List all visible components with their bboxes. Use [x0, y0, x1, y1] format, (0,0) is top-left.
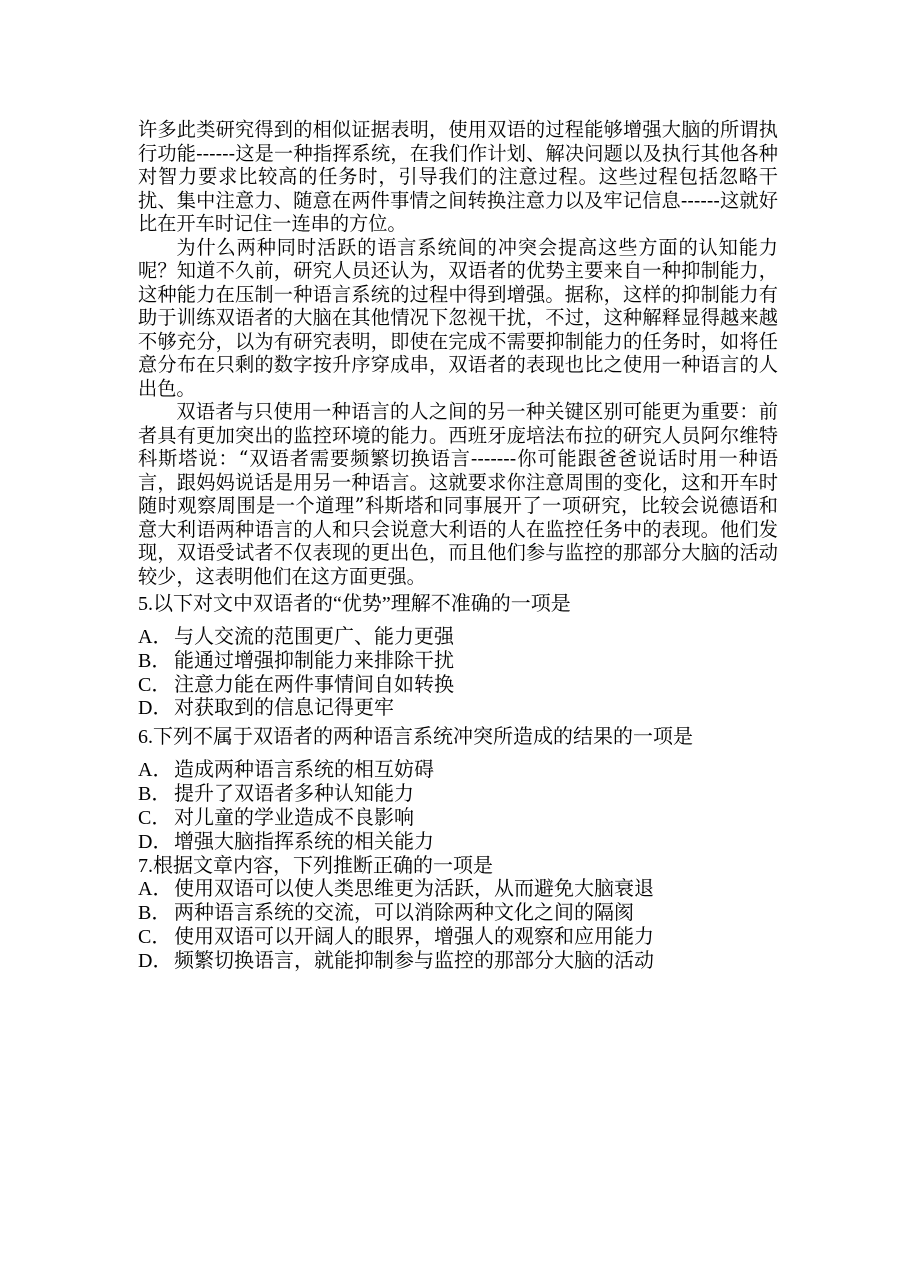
question-7 [138, 854, 778, 973]
option-c[interactable] [138, 926, 778, 950]
option-text: 与人交流的范围更广、能力更强 [174, 626, 454, 648]
passage-paragraph-3: 双语者与只使用一种语言的人之间的另一种关键区别可能更为重要：前者具有更加突出的监控环境的能力。西班牙庞培法布拉的研究人员阿尔维特科斯塔说：“双语者需要频繁切换语言-------你可能跟爸爸说话时用一种语言，跟妈妈说话是用另一种语言。这就要求你注意周围的变化，这和开车时随时观察周围是一个道理”科斯塔和同事展开了一项研究，比较会说德语和意大利语两种语言的人和只会说意大利语的人在监控任务中的表现。他们发现，双语受试者不仅表现的更出色，而且他们参与监控的那部分大脑的活动较少，这表明他们在这方面更强。 [138, 400, 778, 588]
option-c[interactable] [138, 674, 778, 698]
option-a[interactable] [138, 626, 778, 650]
option-b[interactable] [138, 902, 778, 926]
option-a[interactable] [138, 759, 778, 783]
passage-paragraph-2: 为什么两种同时活跃的语言系统间的冲突会提高这些方面的认知能力呢？知道不久前，研究人员还认为，双语者的优势主要来自一种抑制能力，这种能力在压制一种语言系统的过程中得到增强。据称，这样的抑制能力有助于训练双语者的大脑在其他情况下忽视干扰，不过，这种解释显得越来越不够充分，以为有研究表明，即使在完成不需要抑制能力的任务时，如将任意分布在只剩的数字按升序穿成串，双语者的表现也比之使用一种语言的人出色。 [138, 235, 778, 400]
option-text: 能通过增强抑制能力来排除干扰 [174, 649, 454, 672]
option-letter: D． [138, 830, 173, 853]
option-letter: B． [138, 649, 172, 672]
option-letter: C． [138, 925, 172, 948]
option-text: 频繁切换语言，就能抑制参与监控的那部分大脑的活动 [174, 949, 654, 972]
option-c[interactable] [138, 807, 778, 831]
option-d[interactable] [138, 697, 778, 721]
option-letter: A． [138, 878, 173, 901]
question-stem: 7.根据文章内容，下列推断正确的一项是 [138, 855, 493, 878]
question-stem: 6.下列不属于双语者的两种语言系统冲突所造成的结果的一项是 [138, 726, 693, 749]
option-a[interactable] [138, 878, 778, 902]
option-text: 造成两种语言系统的相互妨碍 [174, 759, 434, 782]
option-text: 使用双语可以使人类思维更为活跃，从而避免大脑衰退 [174, 878, 654, 901]
option-letter: C． [138, 806, 172, 829]
option-letter: B． [138, 782, 172, 805]
question-6 [138, 725, 778, 854]
option-text: 对儿童的学业造成不良影响 [174, 806, 414, 829]
question-5 [138, 592, 778, 721]
option-letter: A． [138, 759, 173, 782]
option-b[interactable] [138, 650, 778, 674]
option-text: 使用双语可以开阔人的眼界，增强人的观察和应用能力 [174, 925, 654, 948]
option-letter: C． [138, 673, 172, 696]
option-list [138, 626, 778, 721]
option-letter: D． [138, 949, 173, 972]
option-d[interactable] [138, 950, 778, 974]
option-letter: B． [138, 902, 172, 925]
option-text: 增强大脑指挥系统的相关能力 [174, 830, 434, 853]
option-list [138, 878, 778, 973]
option-letter: A． [138, 626, 173, 648]
passage-paragraph-1: 许多此类研究得到的相似证据表明，使用双语的过程能够增强大脑的所谓执行功能------这是一种指挥系统，在我们作计划、解决问题以及执行其他各种对智力要求比较高的任务时，引导我们的注意过程。这些过程包括忽略干扰、集中注意力、随意在两件事情之间转换注意力以及牢记信息------这就好比在开车时记住一连串的方位。 [138, 118, 778, 235]
question-stem: 5.以下对文中双语者的“优势”理解不准确的一项是 [138, 593, 571, 615]
option-d[interactable] [138, 831, 778, 855]
document-page [138, 118, 778, 974]
reading-passage [138, 118, 778, 588]
option-letter: D． [138, 697, 173, 720]
option-text: 提升了双语者多种认知能力 [174, 782, 414, 805]
option-text: 注意力能在两件事情间自如转换 [174, 673, 454, 696]
option-text: 对获取到的信息记得更牢 [174, 697, 394, 720]
option-list [138, 759, 778, 854]
option-text: 两种语言系统的交流，可以消除两种文化之间的隔阂 [174, 902, 634, 925]
option-b[interactable] [138, 783, 778, 807]
